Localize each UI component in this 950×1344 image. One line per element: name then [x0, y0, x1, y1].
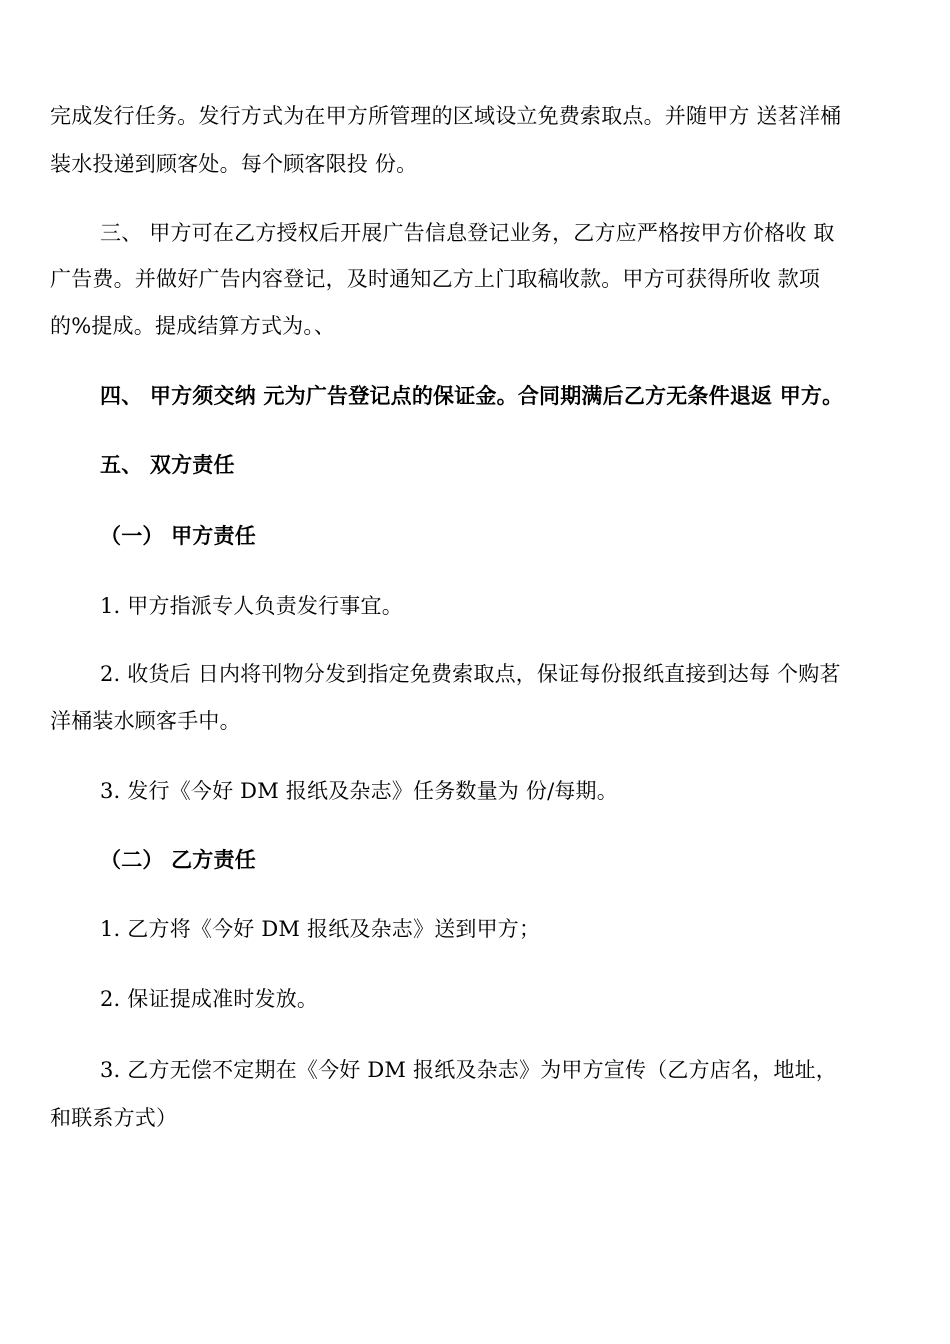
paragraph-line-2: 装水投递到顾客处。每个顾客限投 份。	[50, 152, 418, 176]
paragraph-line-1: 完成发行任务。发行方式为在甲方所管理的区域设立免费索取点。并随甲方 送茗洋桶	[50, 104, 842, 128]
party-a-item-2-line-1: 2. 收货后 日内将刊物分发到指定免费索取点，保证每份报纸直接到达每 个购茗	[100, 662, 841, 686]
party-a-item-1: 1. 甲方指派专人负责发行事宜。	[100, 594, 403, 618]
section-three-line-3: 的%提成。提成结算方式为。、	[50, 314, 336, 338]
section-five-heading: 五、 双方责任	[100, 452, 235, 477]
party-b-item-3-line-2: 和联系方式）	[50, 1106, 178, 1130]
party-b-responsibility-heading: （二） 乙方责任	[100, 847, 256, 872]
party-a-item-2-line-2: 洋桶装水顾客手中。	[50, 709, 241, 733]
section-three-line-2: 广告费。并做好广告内容登记，及时通知乙方上门取稿收款。甲方可获得所收 款项	[50, 267, 821, 291]
party-b-item-2: 2. 保证提成准时发放。	[100, 987, 319, 1011]
party-a-responsibility-heading: （一） 甲方责任	[100, 523, 256, 548]
section-three-line-1: 三、 甲方可在乙方授权后开展广告信息登记业务，乙方应严格按甲方价格收 取	[100, 221, 835, 245]
section-four-line: 四、 甲方须交纳 元为广告登记点的保证金。合同期满后乙方无条件退返 甲方。	[100, 383, 844, 408]
party-a-item-3: 3. 发行《今好 DM 报纸及杂志》任务数量为 份/每期。	[100, 779, 618, 803]
party-b-item-1: 1. 乙方将《今好 DM 报纸及杂志》送到甲方；	[100, 917, 541, 941]
party-b-item-3-line-1: 3. 乙方无偿不定期在《今好 DM 报纸及杂志》为甲方宣传（乙方店名，地址，	[100, 1058, 837, 1082]
